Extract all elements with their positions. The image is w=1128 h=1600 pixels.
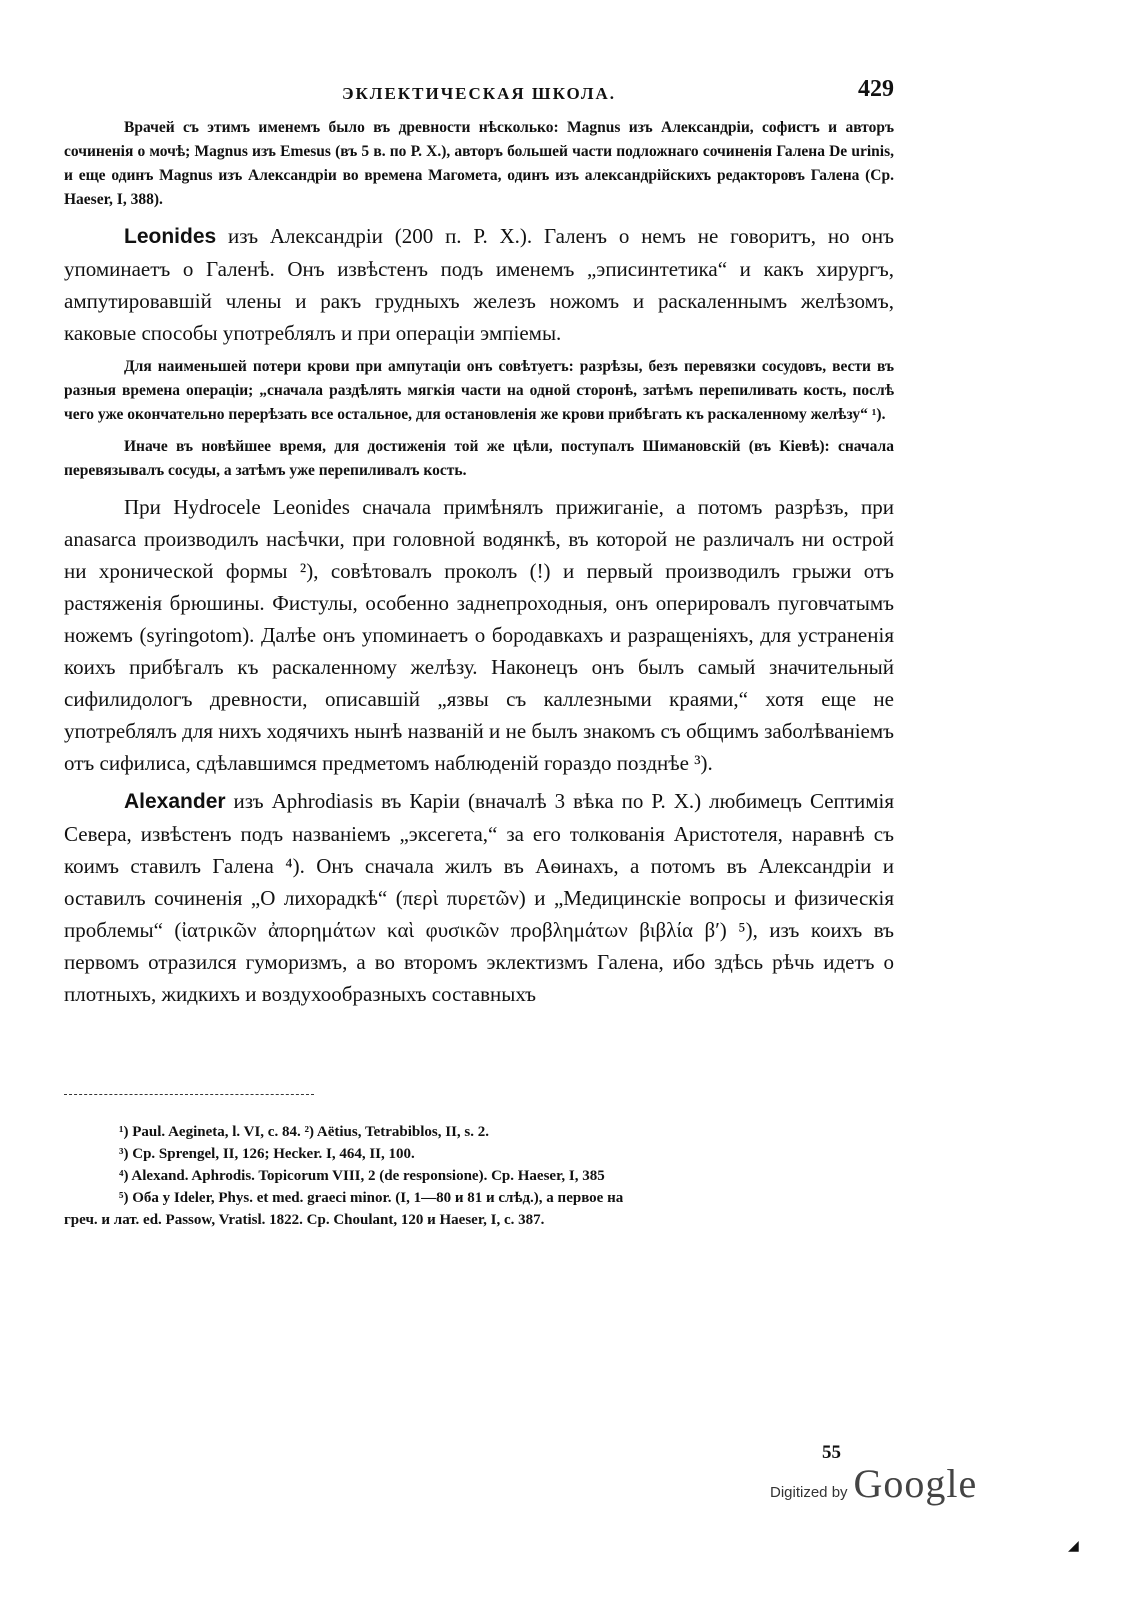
page-number: 429 [858, 76, 894, 102]
paragraph-text: При Hydrocele Leonides сначала примѣнялъ прижиганіе, а потомъ разрѣзъ, при anasarca производилъ насѣчки, при головной водянкѣ, въ которой не различалъ ни острой ни хронической формы ²), совѣтовалъ проколъ (!) и первый производилъ грыжи отъ растяженія брюшины. Фистулы, особенно заднепроходныя, онъ оперировалъ пуговчатымъ ножемъ (syringotom). Далѣе онъ упоминаетъ о бородавкахъ и разращеніяхъ, для устраненія коихъ прибѣгалъ къ раскаленному желѣзу. Наконецъ онъ былъ самый значительный сифилидологъ древности, описавшій „язвы съ каллезными краями,“ хотя еще не употреблялъ для нихъ ходячихъ нынѣ названій и не былъ знакомъ съ общимъ заболѣваніемъ отъ сифилиса, сдѣлавшимся предметомъ наблюденій гораздо позднѣе ³). [64, 495, 894, 775]
paragraph-text: Врачей съ этимъ именемъ было въ древности нѣсколько: Magnus изъ Александріи, софистъ и авторъ сочиненія о мочѣ; Magnus изъ Emesus (въ 5 в. по Р. Х.), авторъ большей части подложнаго сочиненія Галена De urinis, и еще одинъ Magnus изъ Александріи во времена Магомета, одинъ изъ александрійскихъ редакторовъ Галена (Ср. Haeser, I, 388). [64, 119, 894, 208]
google-logo: Google [853, 1461, 978, 1506]
paragraph-text: Для наименьшей потери крови при ампутаціи онъ совѣтуетъ: разрѣзы, безъ перевязки сосудовъ, вести въ разныя времена операціи; „сначала раздѣлять мягкія части на одной сторонѣ, затѣмъ перепиливать кость, послѣ чего уже окончательно перерѣзать все остальное, для остановленія же крови прибѣгать къ раскаленному желѣзу“ ¹). [64, 358, 894, 423]
footnote: ⁵) Оба у Ideler, Phys. et med. graeci minor. (I, 1—80 и 81 и слѣд.), а первое на [119, 1190, 624, 1206]
paragraph [64, 491, 894, 779]
paragraph-lead: Alexander [124, 790, 226, 813]
paragraph [64, 785, 894, 1010]
paragraph-text: изъ Aphrodiasis въ Каріи (вначалѣ 3 вѣка по Р. Х.) любимецъ Септимія Севера, извѣстенъ подъ названіемъ „эксегета,“ за его толкованія Аристотеля, наравнѣ съ коимъ ставилъ Галена ⁴). Онъ сначала жилъ въ Аѳинахъ, а потомъ въ Александріи и оставилъ сочиненія „О лихорадкѣ“ (περὶ πυρετῶν) и „Медицинскіе вопросы и физическія проблемы“ (ἰατρικῶν ἀπορημάτων καὶ φυσικῶν προβλημάτων βιβλία β′) ⁵), изъ коихъ въ первомъ отразился гуморизмъ, а во второмъ эклектизмъ Галена, ибо здѣсь рѣчь идетъ о плотныхъ, жидкихъ и воздухообразныхъ составныхъ [64, 789, 894, 1006]
footnote: ¹) Paul. Aegineta, l. VI, c. 84. ²) Aëtius, Tetrabiblos, II, s. 2. [119, 1124, 489, 1140]
body-text [64, 116, 894, 1010]
paragraph-text: изъ Александріи (200 п. Р. Х.). Галенъ о немъ не говоритъ, но онъ упоминаетъ о Галенѣ. Онъ извѣстенъ подъ именемъ „эписинтетика“ и какъ хирургъ, ампутировавшій члены и ракъ грудныхъ железъ ножомъ и раскаленнымъ желѣзомъ, каковые способы употреблялъ и при операціи эмпіемы. [64, 224, 894, 345]
page-footer [770, 1442, 1010, 1507]
small-paragraph [64, 435, 894, 483]
paragraph [64, 220, 894, 349]
sheet-number: 55 [822, 1442, 841, 1463]
small-paragraph [64, 116, 894, 212]
footnote-rule [64, 1094, 314, 1095]
running-title: ЭКЛЕКТИЧЕСКАЯ ШКОЛА. [341, 84, 617, 103]
small-paragraph [64, 355, 894, 427]
digitized-by-label: Digitized by [770, 1484, 848, 1501]
page [64, 76, 894, 1231]
running-head [64, 76, 894, 116]
footnotes [64, 1121, 894, 1231]
footnote: греч. и лат. ed. Passow, Vratisl. 1822. Cp. Choulant, 120 и Haeser, I, c. 387. [64, 1212, 545, 1228]
paragraph-lead: Leonides [124, 225, 217, 248]
corner-mark: ◢ [1068, 1539, 1079, 1554]
digitized-by-google [770, 1460, 1010, 1507]
paragraph-text: Иначе въ новѣйшее время, для достиженія той же цѣли, поступалъ Шимановскій (въ Кіевѣ): сначала перевязывалъ сосуды, а затѣмъ уже перепиливалъ кость. [64, 438, 894, 479]
footnote: ³) Cp. Sprengel, II, 126; Hecker. I, 464, II, 100. [119, 1146, 415, 1162]
footnote: ⁴) Alexand. Aphrodis. Topicorum VIII, 2 (de responsione). Ср. Haeser, I, 385 [119, 1168, 605, 1184]
